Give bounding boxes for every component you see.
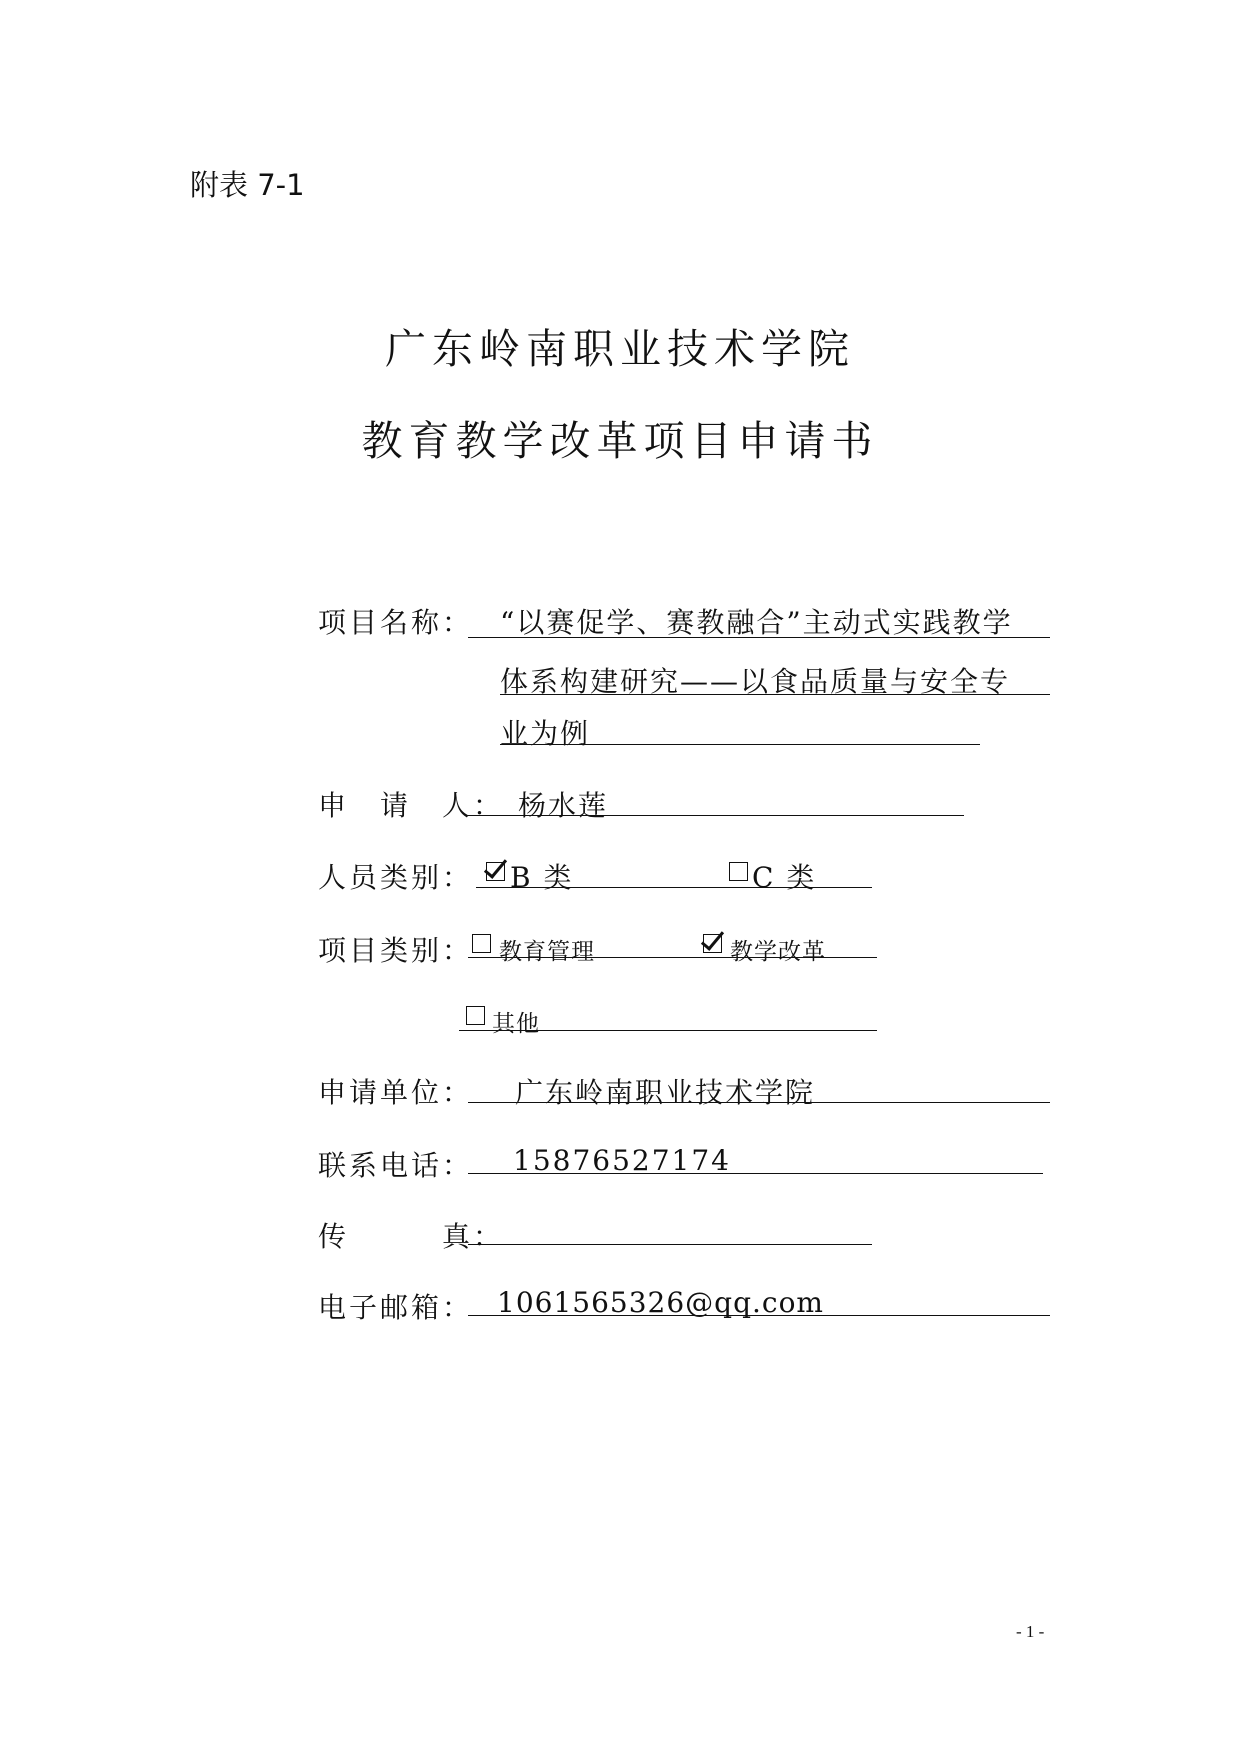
project-category-label: 项目类别： [318, 934, 474, 967]
personnel-c-checkbox[interactable] [729, 862, 748, 881]
email-underline [468, 1315, 1050, 1316]
personnel-c-label: C 类 [752, 861, 817, 894]
project-category-underline-1 [468, 957, 877, 958]
fax-underline [468, 1244, 872, 1245]
personnel-b-label: B 类 [510, 861, 574, 894]
project-name-line-2: 体系构建研究——以食品质量与安全专 [500, 665, 1011, 698]
category-other-label: 其他 [492, 1011, 540, 1037]
applicant-value: 杨水莲 [518, 789, 609, 822]
project-category-underline-2 [459, 1030, 877, 1031]
category-other-checkbox[interactable] [466, 1006, 485, 1025]
category-education-management-label: 教育管理 [499, 939, 595, 965]
phone-underline [468, 1173, 1043, 1174]
personnel-category-label: 人员类别： [318, 861, 474, 894]
appendix-label: 附表 7-1 [190, 168, 305, 202]
unit-underline [468, 1102, 1050, 1103]
project-name-label: 项目名称： [318, 606, 474, 639]
applicant-label: 申 请 人： [318, 789, 505, 822]
email-value: 1061565326@qq.com [497, 1286, 824, 1319]
fax-label: 传 真： [318, 1220, 505, 1253]
project-name-line-1: “以赛促学、赛教融合”主动式实践教学 [500, 606, 1013, 639]
phone-label: 联系电话： [318, 1149, 474, 1182]
project-name-underline-1 [468, 637, 1050, 638]
email-label: 电子邮箱： [318, 1291, 474, 1324]
category-teaching-reform-label: 教学改革 [730, 939, 826, 965]
personnel-b-checkbox[interactable] [486, 862, 505, 881]
page-number: - 1 - [1016, 1622, 1045, 1641]
project-name-underline-2 [500, 694, 1050, 695]
applicant-underline [468, 815, 964, 816]
unit-value: 广东岭南职业技术学院 [515, 1076, 816, 1109]
unit-label: 申请单位： [318, 1076, 474, 1109]
title-document: 教育教学改革项目申请书 [361, 417, 879, 465]
category-teaching-reform-checkbox[interactable] [703, 934, 722, 953]
project-name-line-3: 业为例 [500, 717, 591, 750]
personnel-category-underline [476, 887, 872, 888]
category-education-management-checkbox[interactable] [472, 934, 491, 953]
phone-value: 15876527174 [513, 1144, 731, 1177]
title-school: 广东岭南职业技术学院 [385, 325, 855, 373]
project-name-underline-3 [500, 744, 980, 745]
